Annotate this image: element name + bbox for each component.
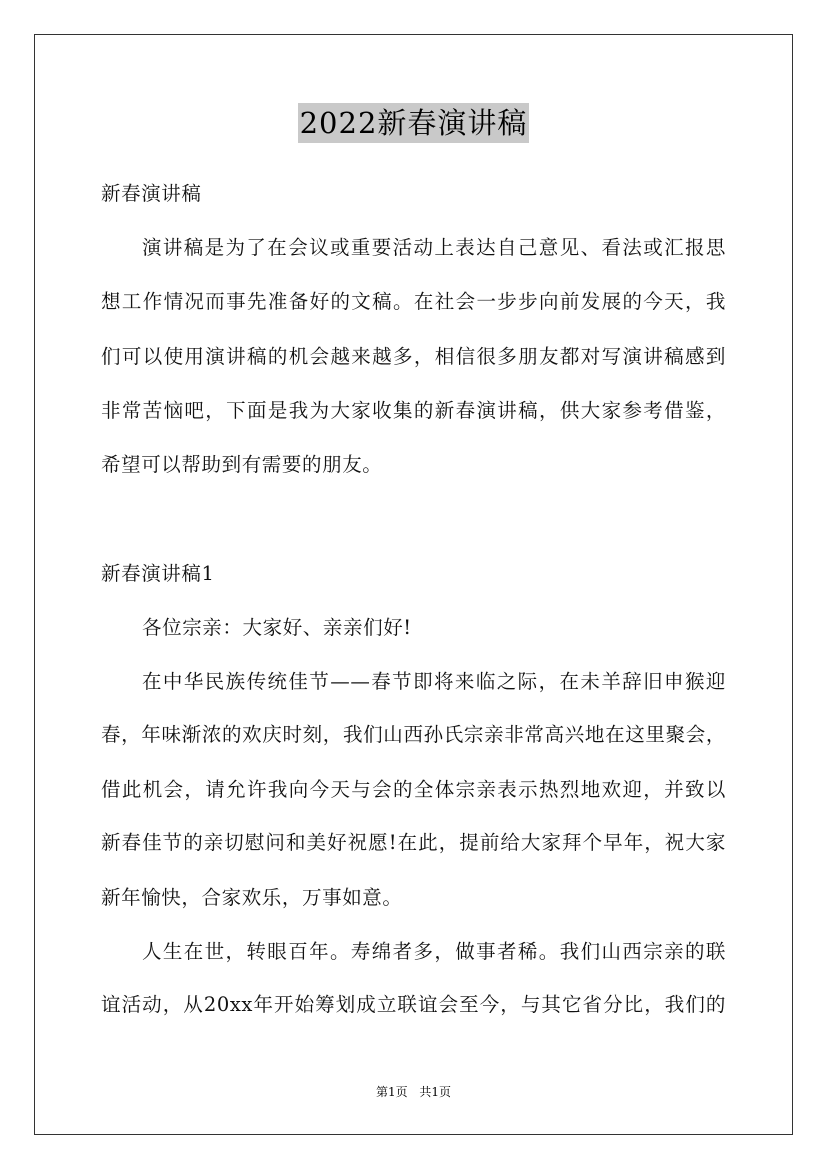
- paragraph-line: 春，年味渐浓的欢庆时刻，我们山西孙氏宗亲非常高兴地在这里聚会，: [101, 723, 726, 746]
- page-footer: [0, 1084, 827, 1100]
- page-number-total: 共1页: [419, 1085, 452, 1099]
- paragraph-line: 非常苦恼吧，下面是我为大家收集的新春演讲稿，供大家参考借鉴，: [101, 399, 726, 422]
- paragraph-line: 谊活动，从20xx年开始筹划成立联谊会至今，与其它省分比，我们的: [101, 993, 726, 1016]
- paragraph-line: 借此机会，请允许我向今天与会的全体宗亲表示热烈地欢迎，并致以: [101, 778, 726, 801]
- paragraph-line: 希望可以帮助到有需要的朋友。: [101, 453, 383, 476]
- title-container: [0, 103, 827, 143]
- page-number-current: 第1页: [375, 1085, 408, 1099]
- paragraph-line: 在中华民族传统佳节——春节即将来临之际，在未羊辞旧申猴迎: [142, 670, 726, 693]
- paragraph-line: 人生在世，转眼百年。寿绵者多，做事者稀。我们山西宗亲的联: [142, 940, 726, 963]
- paragraph-line: 新春佳节的亲切慰问和美好祝愿!在此，提前给大家拜个早年，祝大家: [101, 831, 726, 854]
- paragraph-line: 各位宗亲：大家好、亲亲们好!: [142, 616, 412, 639]
- document-title: 2022新春演讲稿: [298, 103, 530, 143]
- paragraph-line: 演讲稿是为了在会议或重要活动上表达自己意见、看法或汇报思: [142, 236, 726, 259]
- paragraph-line: 新年愉快，合家欢乐，万事如意。: [101, 886, 403, 909]
- paragraph-line: 想工作情况而事先准备好的文稿。在社会一步步向前发展的今天，我: [101, 290, 726, 313]
- section-heading: 新春演讲稿1: [101, 562, 215, 585]
- section-heading: 新春演讲稿: [101, 182, 202, 205]
- paragraph-line: 们可以使用演讲稿的机会越来越多，相信很多朋友都对写演讲稿感到: [101, 345, 726, 368]
